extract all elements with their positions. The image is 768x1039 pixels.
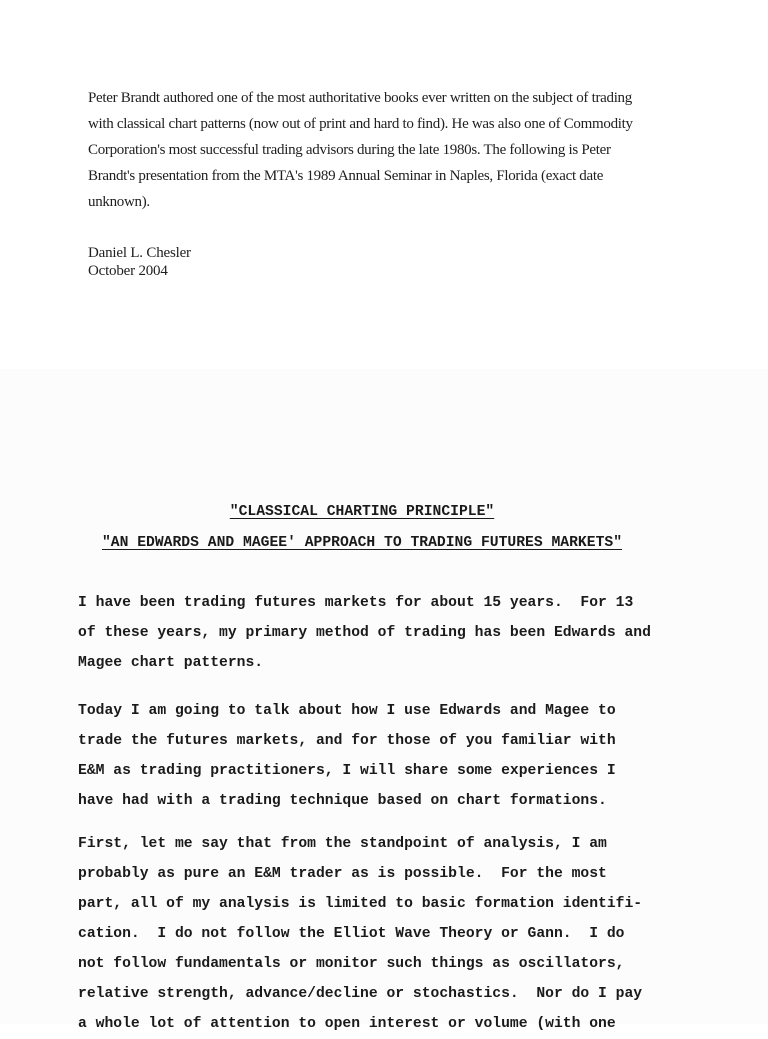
title-text-1: "CLASSICAL CHARTING PRINCIPLE" [229, 504, 495, 520]
intro-text-line: Peter Brandt authored one of the most authoritative books ever written on the subject of trading [88, 90, 632, 106]
body-text-line: trade the futures markets, and for those of you familiar with [78, 733, 616, 749]
body-text-line: First, let me say that from the standpoint of analysis, I am [78, 836, 607, 852]
body-text-line: cation. I do not follow the Elliot Wave Theory or Gann. I do [78, 926, 625, 942]
intro-text-line: Corporation's most successful trading advisors during the late 1980s. The following is Peter [88, 142, 611, 158]
intro-paragraph [88, 85, 633, 215]
body-paragraph-1 [78, 588, 651, 678]
body-text-line: have had with a trading technique based on chart formations. [78, 793, 607, 809]
body-text-line: E&M as trading practitioners, I will share some experiences I [78, 763, 616, 779]
byline-date: October 2004 [88, 262, 168, 279]
byline-author: Daniel L. Chesler [88, 245, 191, 261]
document-page-2 [0, 369, 768, 1032]
body-text-line: part, all of my analysis is limited to basic formation identifi- [78, 896, 643, 912]
body-text-line: probably as pure an E&M trader as is possible. For the most [78, 866, 607, 882]
byline [88, 245, 191, 280]
body-text-line: not follow fundamentals or monitor such things as oscillators, [78, 956, 625, 972]
body-text-line: I have been trading futures markets for about 15 years. For 13 [78, 595, 634, 611]
body-text-line: a whole lot of attention to open interest or volume (with one [78, 1016, 616, 1032]
body-text-line: relative strength, advance/decline or stochastics. Nor do I pay [78, 986, 643, 1002]
body-text-line: Magee chart patterns. [78, 655, 264, 671]
document-title-line-2 [78, 528, 646, 558]
body-paragraph-3 [78, 829, 642, 1039]
document-title-line-1 [78, 497, 646, 527]
intro-text-line: unknown). [88, 194, 150, 210]
title-text-2: "AN EDWARDS AND MAGEE' APPROACH TO TRADING FUTURES MARKETS" [101, 535, 623, 551]
body-paragraph-2 [78, 696, 616, 816]
intro-text-line: Brandt's presentation from the MTA's 1989 Annual Seminar in Naples, Florida (exact date [88, 168, 604, 184]
body-text-line: Today I am going to talk about how I use Edwards and Magee to [78, 703, 616, 719]
document-page-1 [0, 0, 768, 369]
body-text-line: of these years, my primary method of trading has been Edwards and [78, 625, 651, 641]
intro-text-line: with classical chart patterns (now out of print and hard to find). He was also one of Commodity [88, 116, 633, 132]
